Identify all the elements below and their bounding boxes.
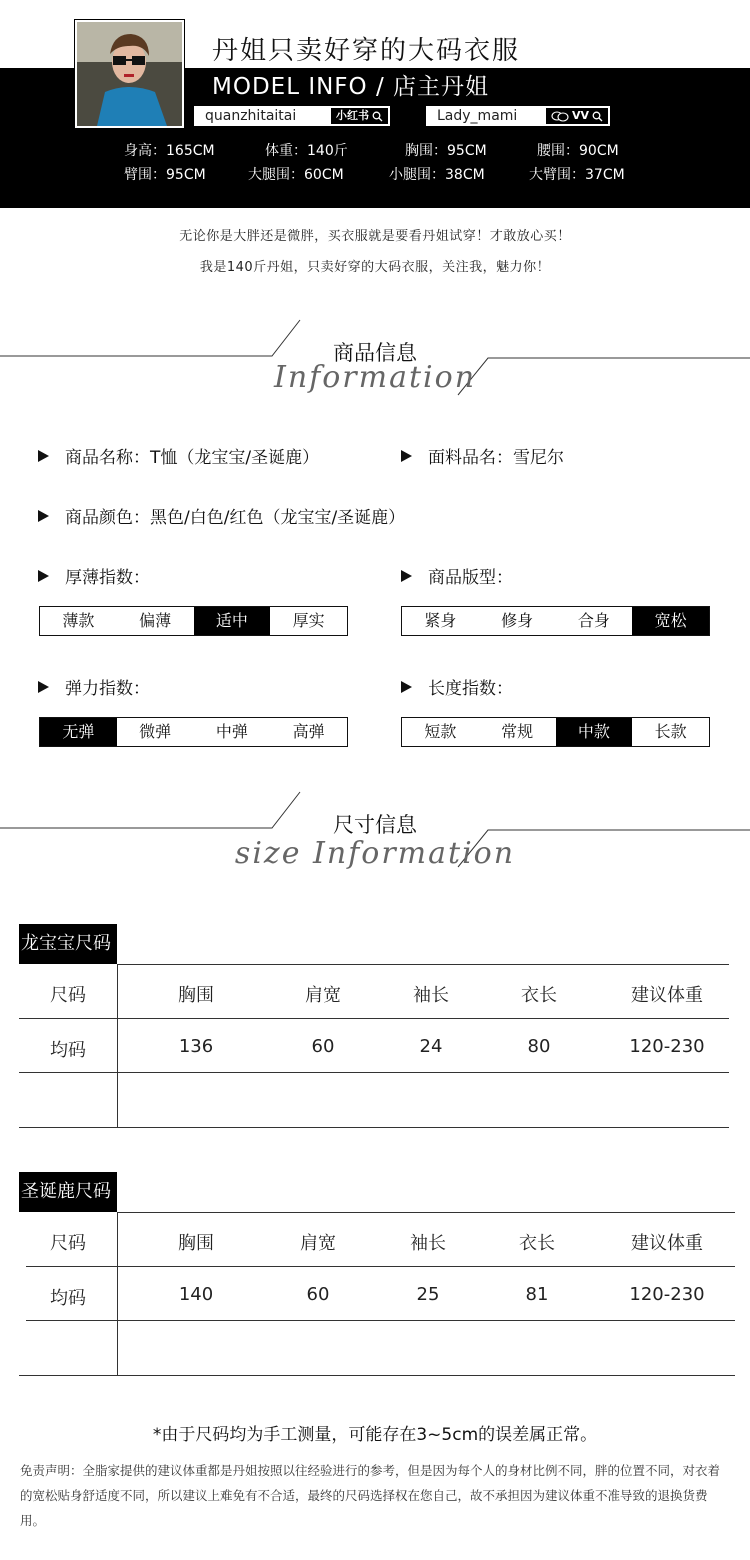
table-header: 尺码 (50, 985, 86, 1006)
product-fabric (401, 443, 564, 468)
length-label-text: 长度指数： (428, 679, 513, 699)
arrow-icon (38, 681, 49, 693)
size-section-title: 尺寸信息 (333, 813, 417, 837)
table-cell: 140 (178, 1284, 214, 1305)
table-cell: 120-230 (629, 1036, 705, 1057)
product-color (38, 503, 405, 528)
scale-option: 短款 (424, 722, 457, 741)
measurement-upper-arm: 大臂围：37CM (529, 167, 625, 183)
table-cell: 均码 (50, 1288, 86, 1309)
search-icon (372, 111, 383, 122)
measurement-note: *由于尺码均为手工测量，可能存在3~5cm的误差属正常。 (152, 1425, 598, 1445)
table-rule (19, 1127, 729, 1128)
scale-option: 偏薄 (139, 611, 172, 630)
arrow-icon (401, 450, 412, 462)
scale-option: 薄款 (62, 611, 95, 630)
scale-option: 紧身 (424, 611, 457, 630)
table-header: 衣长 (521, 985, 557, 1006)
size-table-tag: 龙宝宝尺码 (19, 924, 117, 964)
table-cell: 25 (416, 1284, 440, 1305)
size-section-script: size Information (234, 836, 516, 871)
table-cell: 80 (527, 1036, 551, 1057)
arrow-icon (38, 570, 49, 582)
arrow-icon (401, 570, 412, 582)
platform-badge (545, 107, 609, 125)
table-header: 胸围 (178, 985, 214, 1006)
platform-badge (330, 107, 389, 125)
table-cell: 60 (311, 1036, 335, 1057)
measurement-arm: 臂围：95CM (124, 167, 206, 183)
fit-scale (401, 606, 710, 636)
page-title: 丹姐只卖好穿的大码衣服 (212, 36, 521, 66)
xiaohongshu-handle[interactable] (194, 106, 390, 126)
table-rule (19, 1375, 735, 1376)
intro-line-1: 无论你是大胖还是微胖，买衣服就是要看丹姐试穿！才敢放心买！ (179, 229, 571, 244)
handle-name: Lady_mami (437, 108, 518, 124)
table-cell: 均码 (50, 1040, 86, 1061)
table-cell: 81 (525, 1284, 549, 1305)
table-rule (26, 1320, 735, 1321)
scale-option: 中弹 (215, 722, 248, 741)
length-label (401, 674, 513, 699)
scale-option: 长款 (654, 722, 687, 741)
thickness-label-text: 厚薄指数： (65, 568, 150, 588)
scale-option: 厚实 (292, 611, 325, 630)
platform-label: VV (571, 109, 589, 122)
table-cell: 24 (419, 1036, 443, 1057)
scale-option: 修身 (501, 611, 534, 630)
table-rule (19, 1018, 729, 1019)
product-section-script: Information (273, 360, 477, 395)
product-fabric-text: 面料品名：雪尼尔 (428, 448, 564, 468)
measurement-calf: 小腿围：38CM (389, 167, 485, 183)
wechat-handle[interactable] (426, 106, 610, 126)
table-header: 建议体重 (631, 985, 703, 1006)
table-cell: 120-230 (629, 1284, 705, 1305)
product-section-title: 商品信息 (333, 341, 417, 365)
table-rule (117, 964, 118, 1127)
table-header: 肩宽 (305, 985, 341, 1006)
table-header: 肩宽 (300, 1233, 336, 1254)
measurement-weight: 体重：140斤 (265, 143, 348, 159)
table-rule (117, 1212, 118, 1375)
intro-line-2: 我是140斤丹姐，只卖好穿的大码衣服，关注我，魅力你！ (199, 260, 551, 275)
table-rule (117, 964, 729, 965)
size-table-tag: 圣诞鹿尺码 (19, 1172, 117, 1212)
measurement-bust: 胸围：95CM (405, 143, 487, 159)
platform-label: 小红书 (336, 109, 369, 122)
table-cell: 136 (178, 1036, 214, 1057)
arrow-icon (401, 681, 412, 693)
elasticity-label-text: 弹力指数： (65, 679, 150, 699)
table-rule (117, 1212, 735, 1213)
table-header: 尺码 (50, 1233, 86, 1254)
length-scale (401, 717, 710, 747)
measurement-height: 身高：165CM (124, 143, 215, 159)
elasticity-label (38, 674, 150, 699)
model-info-title: MODEL INFO / 店主丹姐 (212, 74, 490, 100)
search-icon (592, 111, 603, 122)
table-header: 袖长 (413, 985, 449, 1006)
scale-option: 常规 (501, 722, 534, 741)
measurement-thigh: 大腿围：60CM (248, 167, 344, 183)
scale-option: 高弹 (292, 722, 325, 741)
table-header: 胸围 (178, 1233, 214, 1254)
thickness-label (38, 563, 150, 588)
table-header: 衣长 (519, 1233, 555, 1254)
scale-option: 微弹 (139, 722, 172, 741)
arrow-icon (38, 450, 49, 462)
wechat-icon (551, 111, 569, 122)
handle-name: quanzhitaitai (205, 108, 297, 124)
product-name-text: 商品名称：T恤（龙宝宝/圣诞鹿） (65, 448, 320, 468)
scale-option: 宽松 (632, 607, 709, 635)
scale-option: 中款 (556, 718, 633, 746)
table-header: 袖长 (410, 1233, 446, 1254)
scale-option: 适中 (194, 607, 271, 635)
table-cell: 60 (306, 1284, 330, 1305)
scale-option: 无弹 (40, 718, 117, 746)
table-rule (26, 1266, 735, 1267)
fit-label (401, 563, 513, 588)
scale-option: 合身 (577, 611, 610, 630)
product-name (38, 443, 319, 468)
measurement-waist: 腰围：90CM (537, 143, 619, 159)
table-rule (19, 1072, 729, 1073)
measurement-row (0, 141, 750, 161)
product-color-text: 商品颜色：黑色/白色/红色（龙宝宝/圣诞鹿） (65, 508, 406, 528)
fit-label-text: 商品版型： (428, 568, 513, 588)
thickness-scale (39, 606, 348, 636)
model-avatar (75, 20, 184, 128)
disclaimer: 免责声明：全脂家提供的建议体重都是丹姐按照以往经验进行的参考，但是因为每个人的身材比例不同，胖的位置不同，对衣着的宽松贴身舒适度不同，所以建议上难免有不合适，最终的尺码选择权在您自己，故不承担因为建议体重不准导致的退换货费用。 (20, 1463, 721, 1528)
arrow-icon (38, 510, 49, 522)
table-header: 建议体重 (631, 1233, 703, 1254)
elasticity-scale (39, 717, 348, 747)
measurement-row (0, 165, 750, 185)
